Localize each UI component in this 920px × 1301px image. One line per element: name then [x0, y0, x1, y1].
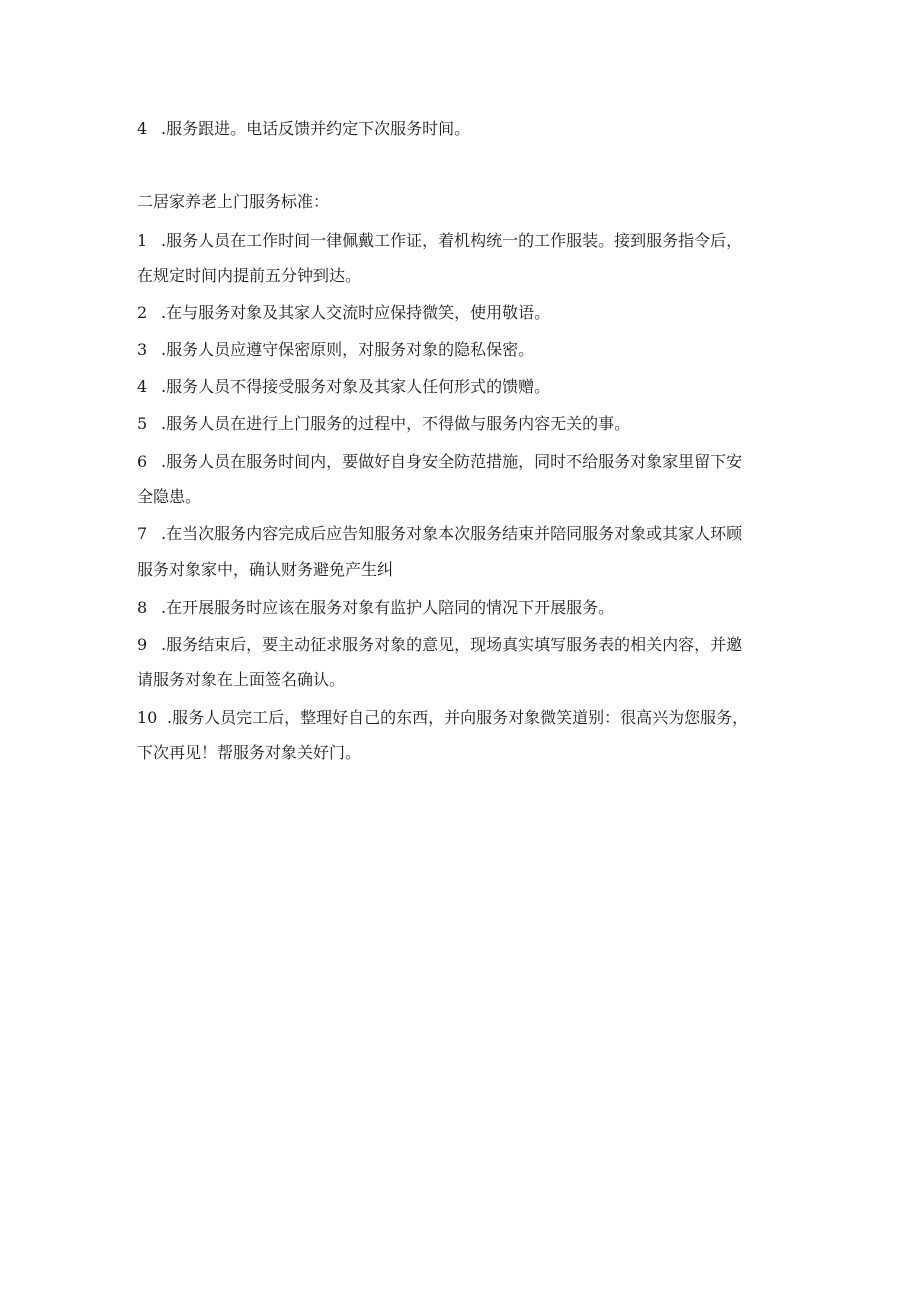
- list-item-continuation: 服务对象家中，确认财务避免产生纠: [137, 560, 394, 579]
- intro-item: [137, 119, 797, 139]
- list-item: [137, 524, 797, 544]
- item-text: .服务结束后，要主动征求服务对象的意见，现场真实填写服务表的相关内容，并邀: [161, 635, 743, 654]
- item-number: 6: [137, 452, 148, 471]
- item-text: .在开展服务时应该在服务对象有监护人陪同的情况下开展服务。: [161, 598, 615, 617]
- list-item: [137, 340, 797, 360]
- item-text: .在与服务对象及其家人交流时应保持微笑，使用敬语。: [161, 303, 551, 322]
- list-item-continuation: 下次再见！帮服务对象关好门。: [137, 743, 362, 762]
- item-text: .服务人员应遵守保密原则，对服务对象的隐私保密。: [161, 340, 535, 359]
- list-item-continuation: 全隐患。: [137, 487, 202, 506]
- list-item: [137, 635, 797, 655]
- list-item: [137, 231, 797, 251]
- item-number: 5: [137, 414, 148, 433]
- item-text: .服务人员在服务时间内，要做好自身安全防范措施，同时不给服务对象家里留下安: [161, 452, 743, 471]
- list-item: [137, 598, 797, 618]
- list-item: [137, 708, 797, 728]
- list-item: [137, 303, 797, 323]
- item-number: 1: [137, 231, 148, 250]
- item-text: .服务人员完工后，整理好自己的东西，并向服务对象微笑道别：很高兴为您服务，: [167, 708, 749, 727]
- item-number: 9: [137, 635, 148, 654]
- item-number: 8: [137, 598, 148, 617]
- item-text: .服务人员在工作时间一律佩戴工作证，着机构统一的工作服装。接到服务指令后，: [161, 231, 743, 250]
- list-item: [137, 452, 797, 472]
- item-number: 3: [137, 340, 148, 359]
- item-number: 2: [137, 303, 148, 322]
- item-text: .服务人员在进行上门服务的过程中，不得做与服务内容无关的事。: [161, 414, 631, 433]
- list-item: [137, 377, 797, 397]
- item-number: 4: [137, 119, 148, 138]
- item-text: .服务人员不得接受服务对象及其家人任何形式的馈赠。: [161, 377, 551, 396]
- list-item-continuation: 在规定时间内提前五分钟到达。: [137, 266, 362, 285]
- list-item-continuation: 请服务对象在上面签名确认。: [137, 670, 346, 689]
- list-item: [137, 414, 797, 434]
- item-number: 4: [137, 377, 148, 396]
- section-heading: 二居家养老上门服务标准：: [137, 192, 330, 211]
- item-text: .在当次服务内容完成后应告知服务对象本次服务结束并陪同服务对象或其家人环顾: [161, 524, 743, 543]
- item-number: 10: [137, 708, 158, 727]
- item-number: 7: [137, 524, 148, 543]
- item-text: .服务跟进。电话反馈并约定下次服务时间。: [161, 119, 471, 138]
